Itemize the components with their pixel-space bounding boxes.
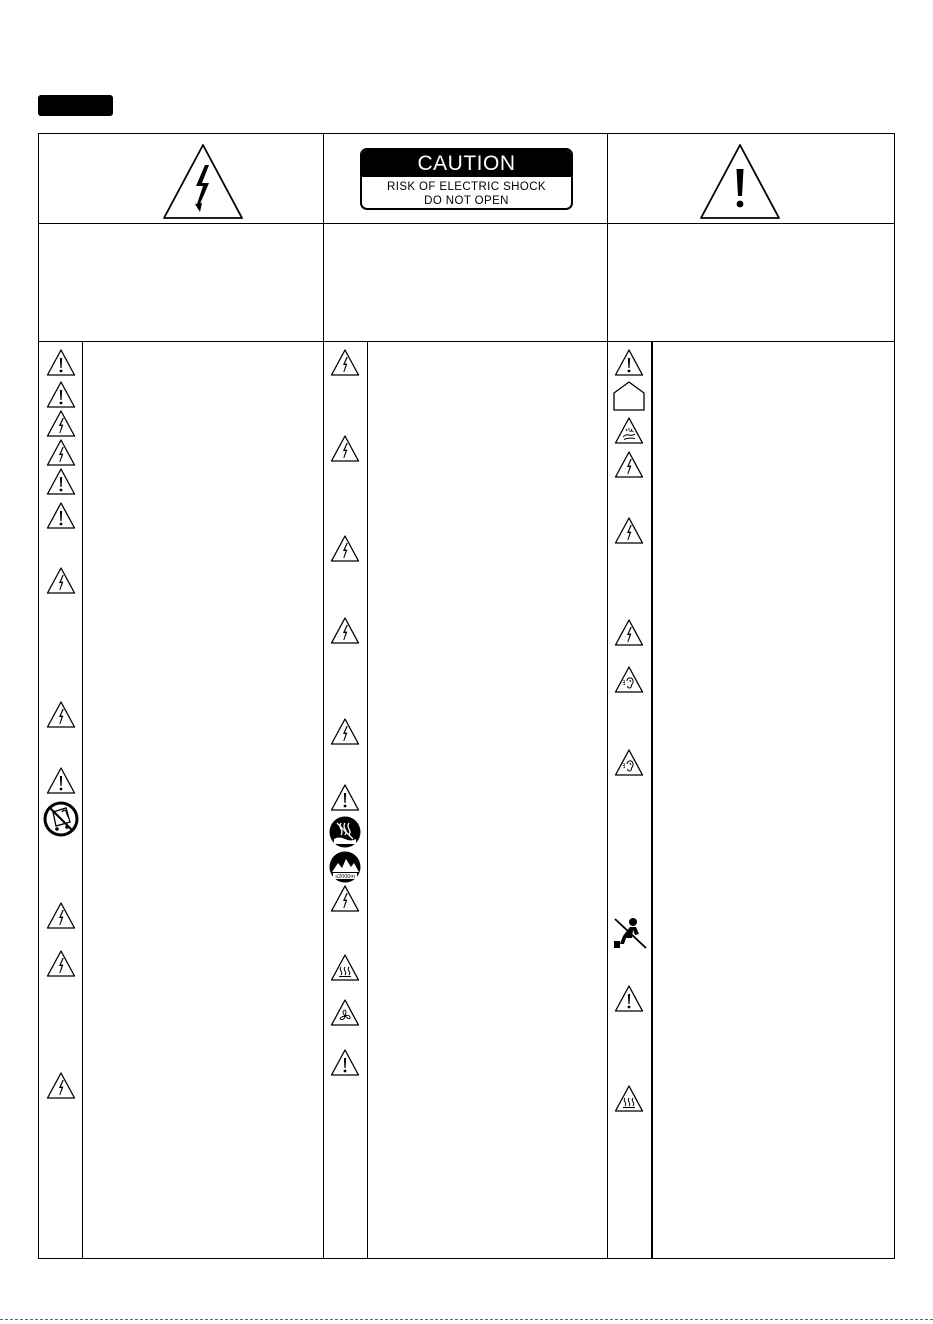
- indoor-use-house-icon: [612, 380, 646, 412]
- no-tropical-climate-icon: [328, 815, 362, 849]
- column-divider-1: [323, 134, 324, 1258]
- no-cart-tipover-icon: [42, 800, 80, 838]
- caution-line-2: DO NOT OPEN: [424, 195, 509, 207]
- exclamation-triangle-icon: [699, 142, 781, 220]
- lightning-icon: [330, 348, 360, 378]
- safety-symbols-table: [38, 133, 895, 1259]
- altitude-2000m-icon: [328, 850, 362, 884]
- page-cut-line: [0, 1319, 933, 1320]
- language-tab: [38, 95, 113, 116]
- caution-label: [360, 148, 573, 210]
- exclamation-icon: [46, 380, 76, 410]
- lightning-icon: [46, 1071, 76, 1101]
- exclamation-icon: [330, 1048, 360, 1078]
- exclamation-icon: [46, 467, 76, 497]
- lightning-icon: [46, 700, 76, 730]
- lightning-triangle-icon: [162, 142, 244, 220]
- lightning-icon: [46, 438, 76, 468]
- exclamation-icon: [46, 766, 76, 796]
- icon-column-divider-2: [367, 341, 368, 1258]
- lightning-icon: [614, 516, 644, 546]
- no-water-splash-icon: [614, 416, 644, 446]
- exclamation-icon: [46, 501, 76, 531]
- hot-surface-icon: [614, 1084, 644, 1114]
- lightning-icon: [330, 434, 360, 464]
- column-divider-2: [607, 134, 608, 1258]
- lightning-icon: [46, 901, 76, 931]
- hearing-loss-icon: [614, 665, 644, 695]
- lightning-icon: [46, 409, 76, 439]
- exclamation-icon: [46, 348, 76, 378]
- lightning-icon: [46, 566, 76, 596]
- icon-column-divider-1: [82, 341, 83, 1258]
- lightning-icon: [46, 949, 76, 979]
- description-row-divider: [39, 341, 894, 342]
- keep-from-children-icon: [612, 916, 648, 950]
- lightning-icon: [330, 884, 360, 914]
- lightning-icon: [330, 717, 360, 747]
- lightning-icon: [614, 618, 644, 648]
- caution-line-1: RISK OF ELECTRIC SHOCK: [387, 181, 546, 193]
- hot-surface-icon: [330, 953, 360, 983]
- lightning-icon: [614, 450, 644, 480]
- exclamation-icon: [614, 348, 644, 378]
- hearing-loss-icon: [614, 748, 644, 778]
- caution-title: CAUTION: [362, 150, 571, 177]
- lightning-icon: [330, 616, 360, 646]
- lightning-icon: [330, 534, 360, 564]
- icon-column-divider-3: [651, 341, 653, 1258]
- exclamation-icon: [614, 984, 644, 1014]
- fan-icon: [330, 998, 360, 1028]
- header-row-divider: [39, 223, 894, 224]
- exclamation-icon: [330, 783, 360, 813]
